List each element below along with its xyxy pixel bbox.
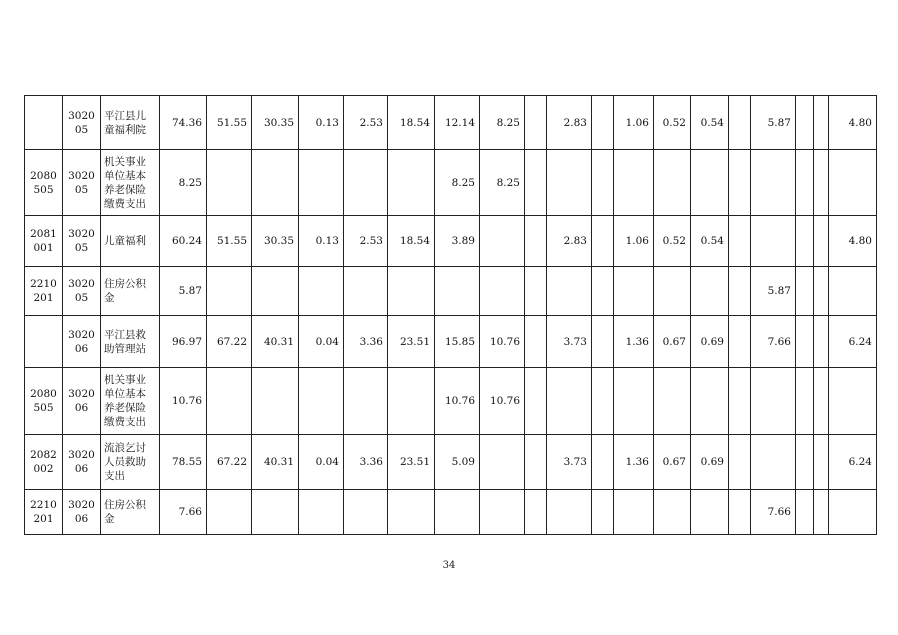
amount-cell: 0.54 xyxy=(691,216,729,267)
amount-cell xyxy=(592,368,614,435)
amount-cell xyxy=(814,316,829,368)
amount-cell: 0.04 xyxy=(299,316,344,368)
amount-cell xyxy=(592,267,614,316)
amount-cell: 10.76 xyxy=(160,368,207,435)
amount-cell xyxy=(480,435,525,490)
amount-cell: 1.36 xyxy=(614,316,654,368)
econ-code-cell: 302006 xyxy=(63,368,101,435)
amount-cell xyxy=(388,267,435,316)
amount-cell: 67.22 xyxy=(207,435,252,490)
amount-cell: 2.83 xyxy=(547,96,592,150)
table-row xyxy=(25,435,877,490)
amount-cell: 96.97 xyxy=(160,316,207,368)
amount-cell xyxy=(525,96,547,150)
amount-cell: 0.04 xyxy=(299,435,344,490)
item-name-cell: 儿童福利 xyxy=(101,216,160,267)
amount-cell xyxy=(525,490,547,535)
amount-cell: 0.52 xyxy=(654,216,691,267)
amount-cell xyxy=(547,490,592,535)
amount-cell xyxy=(796,216,814,267)
amount-cell: 10.76 xyxy=(435,368,480,435)
amount-cell xyxy=(592,435,614,490)
amount-cell: 2.53 xyxy=(344,96,388,150)
func-code-cell: 2210201 xyxy=(25,490,63,535)
amount-cell: 0.54 xyxy=(691,96,729,150)
table-row xyxy=(25,216,877,267)
amount-cell xyxy=(729,368,751,435)
item-name-cell: 住房公积金 xyxy=(101,490,160,535)
amount-cell xyxy=(480,490,525,535)
item-name-cell: 机关事业单位基本养老保险缴费支出 xyxy=(101,150,160,216)
econ-code-cell: 302006 xyxy=(63,316,101,368)
amount-cell: 2.83 xyxy=(547,216,592,267)
amount-cell: 1.06 xyxy=(614,96,654,150)
amount-cell: 7.66 xyxy=(751,316,796,368)
amount-cell xyxy=(592,216,614,267)
amount-cell xyxy=(829,150,877,216)
amount-cell: 0.52 xyxy=(654,96,691,150)
amount-cell: 6.24 xyxy=(829,435,877,490)
amount-cell xyxy=(344,490,388,535)
amount-cell: 40.31 xyxy=(252,316,299,368)
amount-cell: 3.89 xyxy=(435,216,480,267)
amount-cell xyxy=(299,368,344,435)
amount-cell: 4.80 xyxy=(829,96,877,150)
amount-cell xyxy=(729,96,751,150)
amount-cell: 4.80 xyxy=(829,216,877,267)
amount-cell: 8.25 xyxy=(480,150,525,216)
amount-cell: 12.14 xyxy=(435,96,480,150)
amount-cell: 8.25 xyxy=(435,150,480,216)
table-body xyxy=(25,96,877,535)
amount-cell: 51.55 xyxy=(207,96,252,150)
amount-cell: 8.25 xyxy=(160,150,207,216)
item-name-cell: 平江县救助管理站 xyxy=(101,316,160,368)
amount-cell: 5.09 xyxy=(435,435,480,490)
amount-cell xyxy=(614,150,654,216)
amount-cell: 7.66 xyxy=(751,490,796,535)
func-code-cell: 2082002 xyxy=(25,435,63,490)
amount-cell: 8.25 xyxy=(480,96,525,150)
amount-cell xyxy=(252,267,299,316)
amount-cell xyxy=(547,368,592,435)
amount-cell xyxy=(829,368,877,435)
amount-cell: 1.06 xyxy=(614,216,654,267)
amount-cell: 15.85 xyxy=(435,316,480,368)
amount-cell xyxy=(525,316,547,368)
amount-cell xyxy=(388,490,435,535)
amount-cell xyxy=(751,150,796,216)
amount-cell xyxy=(592,150,614,216)
func-code-cell: 2080505 xyxy=(25,150,63,216)
amount-cell: 0.69 xyxy=(691,435,729,490)
econ-code-cell: 302005 xyxy=(63,267,101,316)
amount-cell xyxy=(344,150,388,216)
amount-cell xyxy=(344,368,388,435)
amount-cell xyxy=(829,490,877,535)
amount-cell xyxy=(814,96,829,150)
amount-cell: 40.31 xyxy=(252,435,299,490)
amount-cell xyxy=(252,490,299,535)
amount-cell xyxy=(525,267,547,316)
amount-cell xyxy=(207,368,252,435)
amount-cell xyxy=(814,150,829,216)
amount-cell xyxy=(796,150,814,216)
amount-cell: 60.24 xyxy=(160,216,207,267)
amount-cell xyxy=(592,316,614,368)
amount-cell: 3.73 xyxy=(547,316,592,368)
amount-cell xyxy=(525,216,547,267)
table-row xyxy=(25,150,877,216)
amount-cell xyxy=(654,150,691,216)
amount-cell xyxy=(207,490,252,535)
amount-cell xyxy=(796,435,814,490)
amount-cell: 1.36 xyxy=(614,435,654,490)
amount-cell xyxy=(654,368,691,435)
amount-cell xyxy=(614,368,654,435)
econ-code-cell: 302006 xyxy=(63,435,101,490)
amount-cell: 3.36 xyxy=(344,435,388,490)
amount-cell xyxy=(299,150,344,216)
amount-cell: 2.53 xyxy=(344,216,388,267)
amount-cell xyxy=(691,368,729,435)
amount-cell xyxy=(592,96,614,150)
amount-cell xyxy=(480,216,525,267)
econ-code-cell: 302006 xyxy=(63,490,101,535)
amount-cell: 67.22 xyxy=(207,316,252,368)
amount-cell: 3.36 xyxy=(344,316,388,368)
amount-cell xyxy=(252,368,299,435)
amount-cell: 0.13 xyxy=(299,96,344,150)
table-row xyxy=(25,316,877,368)
table-row xyxy=(25,267,877,316)
amount-cell: 10.76 xyxy=(480,368,525,435)
func-code-cell: 2080505 xyxy=(25,368,63,435)
item-name-cell: 住房公积金 xyxy=(101,267,160,316)
econ-code-cell: 302005 xyxy=(63,96,101,150)
amount-cell xyxy=(435,267,480,316)
amount-cell xyxy=(814,435,829,490)
econ-code-cell: 302005 xyxy=(63,216,101,267)
amount-cell: 18.54 xyxy=(388,96,435,150)
amount-cell: 23.51 xyxy=(388,316,435,368)
item-name-cell: 流浪乞讨人员救助支出 xyxy=(101,435,160,490)
amount-cell xyxy=(751,368,796,435)
amount-cell: 0.13 xyxy=(299,216,344,267)
amount-cell xyxy=(525,435,547,490)
amount-cell xyxy=(814,368,829,435)
amount-cell xyxy=(547,150,592,216)
econ-code-cell: 302005 xyxy=(63,150,101,216)
amount-cell xyxy=(480,267,525,316)
amount-cell: 6.24 xyxy=(829,316,877,368)
item-name-cell: 平江县儿童福利院 xyxy=(101,96,160,150)
amount-cell xyxy=(729,216,751,267)
amount-cell xyxy=(796,490,814,535)
amount-cell: 10.76 xyxy=(480,316,525,368)
amount-cell xyxy=(654,490,691,535)
amount-cell: 51.55 xyxy=(207,216,252,267)
amount-cell: 74.36 xyxy=(160,96,207,150)
amount-cell xyxy=(299,267,344,316)
amount-cell xyxy=(751,216,796,267)
amount-cell xyxy=(614,267,654,316)
table-row xyxy=(25,96,877,150)
func-code-cell xyxy=(25,96,63,150)
amount-cell xyxy=(729,490,751,535)
amount-cell xyxy=(654,267,691,316)
amount-cell xyxy=(691,150,729,216)
amount-cell xyxy=(252,150,299,216)
func-code-cell xyxy=(25,316,63,368)
page-number: 34 xyxy=(442,560,456,571)
amount-cell xyxy=(829,267,877,316)
func-code-cell: 2081001 xyxy=(25,216,63,267)
amount-cell: 30.35 xyxy=(252,96,299,150)
amount-cell xyxy=(344,267,388,316)
amount-cell: 78.55 xyxy=(160,435,207,490)
amount-cell xyxy=(729,150,751,216)
amount-cell xyxy=(435,490,480,535)
amount-cell xyxy=(751,435,796,490)
amount-cell xyxy=(592,490,614,535)
amount-cell xyxy=(525,150,547,216)
amount-cell xyxy=(388,150,435,216)
amount-cell xyxy=(299,490,344,535)
amount-cell xyxy=(729,316,751,368)
amount-cell xyxy=(796,96,814,150)
amount-cell xyxy=(547,267,592,316)
amount-cell: 23.51 xyxy=(388,435,435,490)
amount-cell xyxy=(729,267,751,316)
amount-cell: 0.69 xyxy=(691,316,729,368)
amount-cell xyxy=(814,490,829,535)
amount-cell xyxy=(691,267,729,316)
amount-cell xyxy=(207,150,252,216)
amount-cell xyxy=(525,368,547,435)
amount-cell xyxy=(814,267,829,316)
amount-cell xyxy=(796,267,814,316)
amount-cell: 0.67 xyxy=(654,435,691,490)
amount-cell xyxy=(796,368,814,435)
amount-cell: 7.66 xyxy=(160,490,207,535)
amount-cell xyxy=(691,490,729,535)
item-name-cell: 机关事业单位基本养老保险缴费支出 xyxy=(101,368,160,435)
amount-cell xyxy=(614,490,654,535)
amount-cell xyxy=(814,216,829,267)
table-row xyxy=(25,368,877,435)
amount-cell: 5.87 xyxy=(751,96,796,150)
budget-table xyxy=(24,95,877,535)
func-code-cell: 2210201 xyxy=(25,267,63,316)
amount-cell: 18.54 xyxy=(388,216,435,267)
amount-cell: 5.87 xyxy=(160,267,207,316)
amount-cell: 0.67 xyxy=(654,316,691,368)
amount-cell xyxy=(729,435,751,490)
amount-cell: 3.73 xyxy=(547,435,592,490)
amount-cell xyxy=(388,368,435,435)
amount-cell: 5.87 xyxy=(751,267,796,316)
amount-cell xyxy=(796,316,814,368)
amount-cell: 30.35 xyxy=(252,216,299,267)
table-row xyxy=(25,490,877,535)
amount-cell xyxy=(207,267,252,316)
